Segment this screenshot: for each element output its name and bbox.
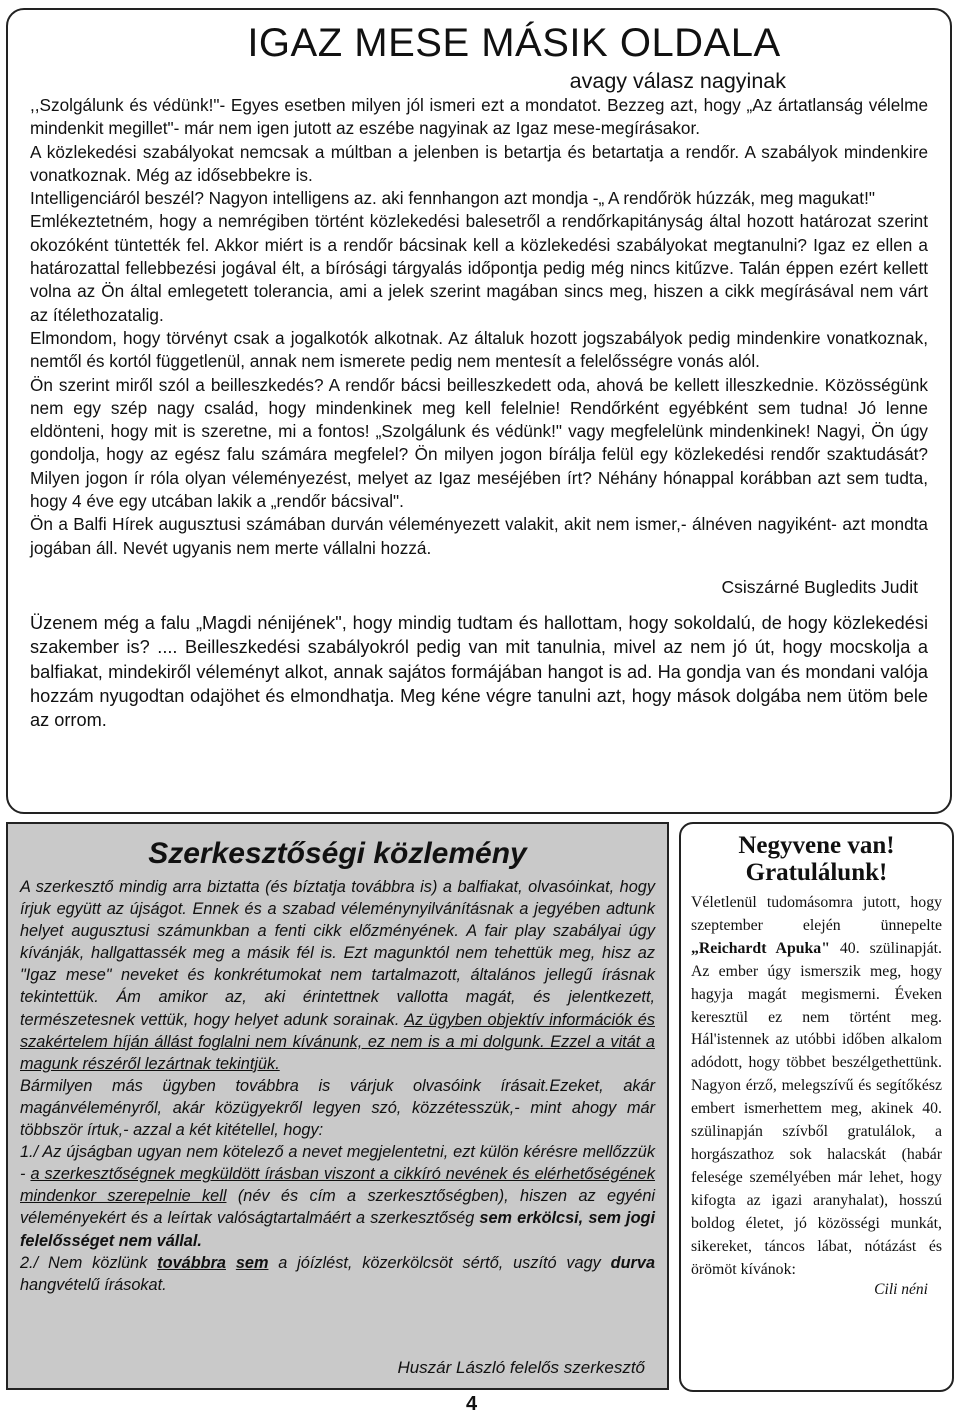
notice-bold-underlined-text: továbbra (157, 1253, 226, 1272)
notice-space (226, 1254, 236, 1272)
editorial-notice-box (6, 822, 669, 1390)
notice-text: (név és cím a szerkesztőségben), hiszen az egyéni véleményekért és a leírtak valóságtartalmáért a szerkesztőség (20, 1187, 656, 1228)
notice-bold-text: sem erkölcsi, sem jogi felelősséget nem vállal. (20, 1209, 655, 1250)
notice-signature: Huszár László felelős szerkesztő (397, 1358, 645, 1377)
article-subtitle: avagy válasz nagyinak (569, 69, 786, 93)
notice-text: 2./ Nem közlünk (20, 1253, 158, 1272)
birthday-box (679, 822, 954, 1392)
article-paragraph: Ön a Balfi Hírek augusztusi számában durván véleményezett valakit, akit nem ismer,- álnéven nagyiként- azt mondta jogában áll. Nevét ugyanis nem merte vállalni hozzá. (30, 514, 928, 558)
notice-bold-text: durva (610, 1253, 655, 1272)
article-paragraph: ,,Szolgálunk és védünk!"- Egyes esetben milyen jól ismeri ezt a mondatot. Bezzeg azt, hogy „Az ártatlanság vélelme mindenkit megillet"- már nem igen jutott az eszébe nagyinak az Igaz mese-megírásakor. (30, 95, 928, 139)
birthday-title (691, 832, 942, 886)
article-paragraph: Elmondom, hogy törvényt csak a jogalkotók alkotnak. Az általuk hozott jogszabályok pedig mindenkire vonatkoznak, nemtől és kortól függetlenül, annak nem ismerete pedig nem mentesít a felelősségre vonás alól. (30, 327, 928, 372)
notice-paragraph (20, 1141, 655, 1251)
article-paragraph: Intelligenciáról beszél? Nagyon intelligens az. aki fennhangon azt mondja -„ A rendőrök húzzák, meg magukat!" (30, 188, 875, 209)
notice-body (20, 876, 655, 1296)
notice-text: hangvételű írásokat. (20, 1275, 167, 1294)
notice-underlined-text: a szerkesztőségnek megküldött írásban viszont a cikkíró nevének és elérhetőségének mindenkor szerepelnie kell (20, 1165, 656, 1206)
article-body (30, 94, 928, 560)
notice-text: A szerkesztő mindig arra biztatta (és bíztatja továbbra is) a balfiakat, olvasóinkat, hogy írjuk együtt az újságot. Ennek és a szabad véleménynyilvánításnak a jegyében adtunk helyet augusztusi számunkban a fenti cikk előzményének. A fair play szabályai úgy kívánják, hallgattassék meg a másik fél is. Ezt magunktól nem tehettük meg, hisz az "Igaz mese" neveket és konkrétumokat nem tartalmazott, általános jellegű írásnak tekintettük. Ám amikor az, aki érintettnek vallotta magát, és jelentkezett, természetesnek vettük, hogy helyet adunk sorainak. (20, 878, 655, 1029)
message-paragraph: Üzenem még a falu „Magdi nénijének", hogy mindig tudtam és hallottam, hogy sokoldalú, de hogy közlekedési szakember is? .... Beilleszkedési szabályokról pedig van mit tanulnia, mivel az nem jó út, hogy mocskolja a balfiakat, mindekiről véleményt alkot, annak sajátos formájában hangot is ad. Ha gondja van és mondani valója hozzám nyugodtan odajöhet és elmondhatja. Meg kéne végre tanulni azt, hogy mások dolgába nem ütöm bele az orrom. (30, 612, 928, 731)
page-number: 4 (466, 1393, 478, 1415)
notice-underlined-text: Az ügyben objektív információk és szakértelem híján állást foglalni nem kívánunk, ez nem is a mi dolgunk. Ezzel a vitát a magunk részéről lezártnak tekintjük. (20, 1010, 655, 1073)
notice-paragraph: Bármilyen más ügyben továbbra is várjuk olvasóink írásait.Ezeket, akár magánvéleményről, akár közügyekről legyen szó, közzétesszük,- mint ahogy már többször írtuk,- azzal a két kitétellel, hogy: (20, 1076, 655, 1140)
birthday-title-line: Gratulálunk! (745, 859, 888, 886)
notice-bold-underlined-text: sem (235, 1253, 269, 1272)
notice-title: Szerkesztőségi közlemény (148, 837, 527, 870)
notice-text: 1./ Az újságban ugyan nem kötelező a nevet megjelentetni, ezt külön kérésre mellőzzük - (20, 1143, 655, 1184)
birthday-signature: Cili néni (874, 1281, 928, 1299)
article-paragraph: Ön szerint miről szól a beilleszkedés? A rendőr bácsi beilleszkedett oda, ahová be kellett illeszkednie. Közösségünk nem egy szép nagy család, hogy mindenkinek meg kell felelnie! Rendőrként egyébként sem tudna! Jó lenne eldönteni, hogy mit is szeretne, mi a fontos! „Szolgálunk és védünk!" vagy megfelelünk mindenkinek! Nagyi, Ön úgy gondolja, hogy az egész falu számára megfelel? Ön milyen jogon bírálja felül egy közlekedési rendőr szaktudását? Milyen jogon ír róla olyan véleményezést, melyet az Igaz meséjében írt? Néhány hónappal korábban azt sem tudta, hogy 4 éve egy utcában lakik a „rendőr bácsival". (30, 374, 928, 512)
notice-text: a jóízlést, közerkölcsöt sértő, uszító vagy (268, 1253, 611, 1272)
birthday-text-part: 40. szülinapját. Az ember úgy ismerszik meg, hogy hagyja magát megismerni. Éveken keresztül ez nem történt meg. Hál'istennek az utóbbi időben alkalom adódott, hogy többet beszélgethettünk. Nagyon érző, melegszívű és segítőkész embert ismerhettem meg, akinek 40. szülinapján szívből gratulálok, a horgászathoz sok halacskát (habár felesége személyében már lehet, hogy kifogta az igazi aranyhalat), hosszú boldog életet, jó közösségi munkát, sikereket, táncos lábat, nótázást és örömöt kívánok: (691, 939, 942, 1278)
birthday-bold-name: „Reichardt Apuka" (691, 939, 830, 957)
birthday-title-line: Negyvene van! (738, 832, 895, 859)
article-paragraph: Emlékeztetném, hogy a nemrégiben történt közlekedési balesetről a rendőrkapitányság által hozott határozat szerint okozóként tüntették fel. Akkor miért is a rendőr bácsinak kell a közlekedési szabályokat megtanulni? Igaz ez ellen a határozattal fellebbezési jogával élt, a bírósági tárgyalás időpontja pedig még nincs kitűzve. Talán éppen ezért kellett volna az Ön által emlegetett tolerancia, ami a jelek szerint magában sincs meg, hiszen a cikk megírásával nem várt az ítélethozatalig. (30, 211, 928, 325)
article-message (30, 611, 928, 732)
notice-paragraph (20, 1252, 655, 1296)
article-signature: Csiszárné Bugledits Judit (721, 576, 918, 597)
notice-paragraph (20, 876, 655, 1075)
birthday-text (691, 892, 942, 1281)
article-box (6, 8, 952, 814)
article-title: IGAZ MESE MÁSIK OLDALA (247, 21, 781, 65)
birthday-text-part: Véletlenül tudomásomra jutott, hogy szeptember elején ünnepelte (691, 894, 942, 934)
article-paragraph: A közlekedési szabályokat nemcsak a múltban a jelenben is betartja és betartatja a rendőr. A szabályok mindenkire vonatkoznak. Még az idősebbekre is. (30, 141, 928, 185)
